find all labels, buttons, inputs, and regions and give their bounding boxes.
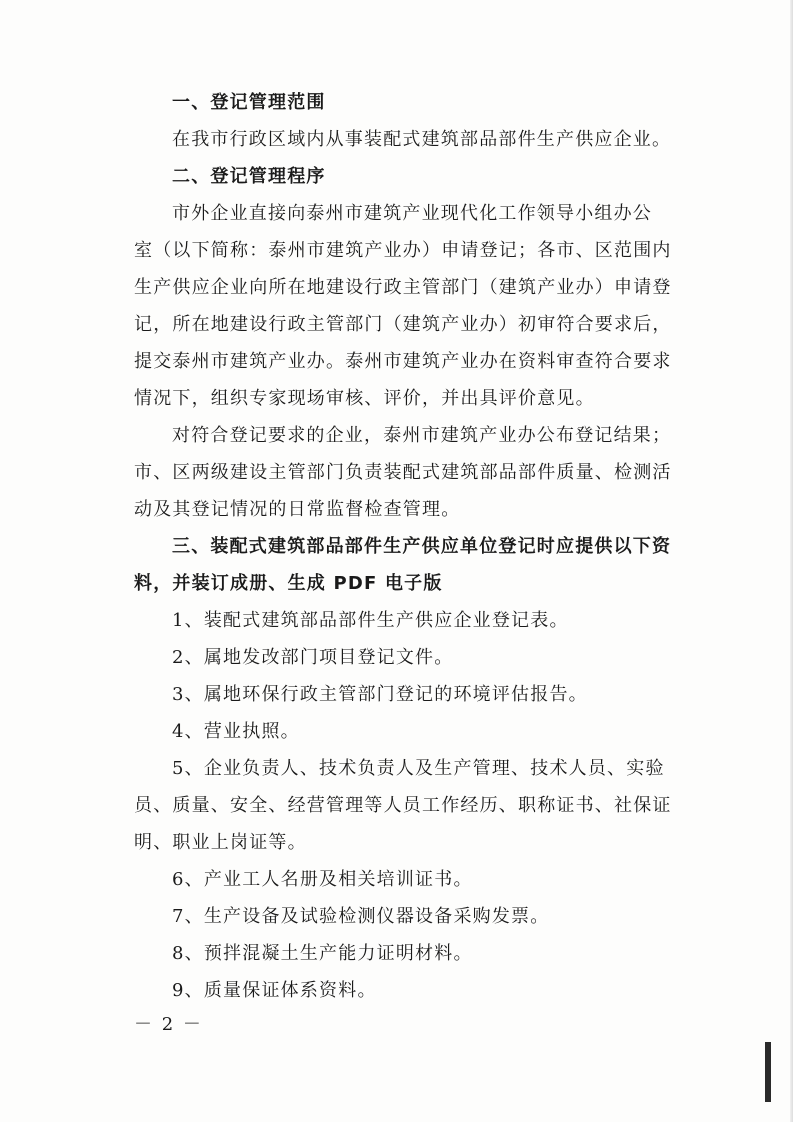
paragraph-line: 1、装配式建筑部品部件生产供应企业登记表。 [172, 610, 569, 631]
paragraph-line: 在我市行政区域内从事装配式建筑部品部件生产供应企业。 [172, 129, 672, 150]
paragraph-line: 8、预拌混凝土生产能力证明材料。 [172, 943, 473, 964]
paragraph-line: 生产供应企业向所在地建设行政主管部门（建筑产业办）申请登 [134, 277, 672, 298]
paragraph-line: 7、生产设备及试验检测仪器设备采购发票。 [172, 906, 550, 927]
paragraph-line: 员、质量、安全、经营管理等人员工作经历、职称证书、社保证 [134, 795, 672, 816]
paragraph-line: 3、属地环保行政主管部门登记的环境评估报告。 [172, 684, 588, 705]
paragraph-line: 9、质量保证体系资料。 [172, 980, 377, 1001]
paragraph-line: 记，所在地建设行政主管部门（建筑产业办）初审符合要求后， [134, 314, 672, 335]
paragraph-line: 5、企业负责人、技术负责人及生产管理、技术人员、实验 [172, 758, 665, 779]
section-heading-line: 料，并装订成册、生成 PDF 电子版 [134, 573, 443, 594]
paragraph-line: 6、产业工人名册及相关培训证书。 [172, 869, 473, 890]
paragraph-line: 对符合登记要求的企业，泰州市建筑产业办公布登记结果； [172, 425, 672, 446]
paragraph-line: 明、职业上岗证等。 [134, 832, 307, 853]
paragraph-line: 动及其登记情况的日常监督检查管理。 [134, 499, 461, 520]
section-heading-line: 一、登记管理范围 [172, 92, 326, 113]
paragraph-line: 室（以下简称：泰州市建筑产业办）申请登记；各市、区范围内 [134, 240, 672, 261]
paragraph-line: 提交泰州市建筑产业办。泰州市建筑产业办在资料审查符合要求 [134, 351, 672, 372]
scan-mark [765, 1042, 771, 1102]
section-heading-line: 三、装配式建筑部品部件生产供应单位登记时应提供以下资 [172, 536, 672, 557]
page-number: － 2 － [134, 1014, 203, 1035]
paragraph-line: 情况下，组织专家现场审核、评价，并出具评价意见。 [134, 388, 595, 409]
section-heading-line: 二、登记管理程序 [172, 166, 326, 187]
paragraph-line: 市外企业直接向泰州市建筑产业现代化工作领导小组办公 [172, 203, 652, 224]
document-body [134, 84, 714, 1009]
paragraph-line: 2、属地发改部门项目登记文件。 [172, 647, 454, 668]
paragraph-line: 4、营业执照。 [172, 721, 300, 742]
paragraph-line: 市、区两级建设主管部门负责装配式建筑部品部件质量、检测活 [134, 462, 672, 483]
